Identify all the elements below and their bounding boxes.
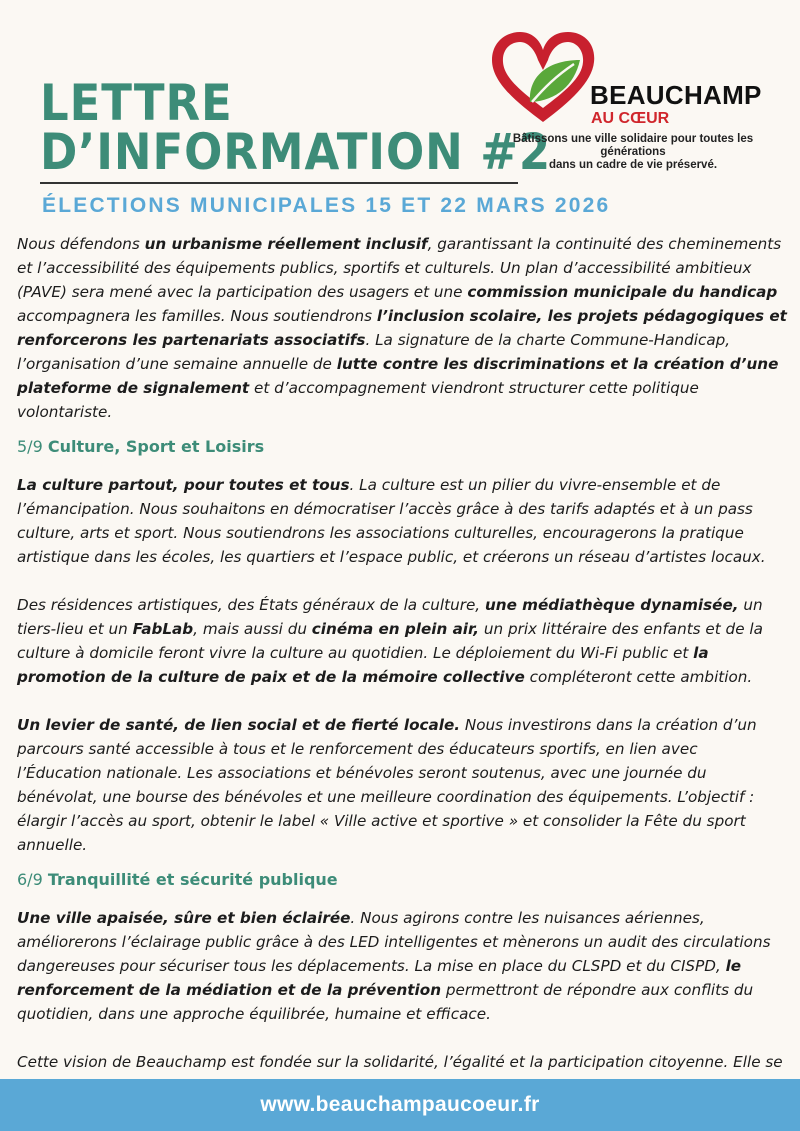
paragraph-sport [17,713,787,857]
emphasis: l’inclusion scolaire, les projets pédagogiques et renforcerons les partenariats associatifs [17,307,787,349]
text: et d’accompagnement viendront structurer cette politique volontariste. [17,379,699,421]
election-subtitle: ÉLECTIONS MUNICIPALES 15 ET 22 MARS 2026 [42,194,611,217]
emphasis: Une ville apaisée, sûre et bien éclairée [17,909,351,927]
section-title: Culture, Sport et Loisirs [47,437,265,456]
emphasis: un urbanisme réellement inclusif [144,235,428,253]
paragraph-culture-projects [17,593,787,689]
letter-content [17,232,787,1098]
emphasis: une médiathèque dynamisée, [484,596,739,614]
logo-brand-name: BEAUCHAMP [590,80,762,110]
footer-bar [0,1079,800,1131]
section-heading-security [17,867,787,893]
text: . La signature de la charte Commune-Handicap, l’organisation d’une semaine annuelle de [17,331,731,373]
emphasis: Un levier de santé, de lien social et de fierté locale. [17,716,461,734]
text: . La culture est un pilier du vivre-ensemble et de l’émancipation. Nous souhaitons en démocratiser l’accès grâce à des tarifs adaptés et à un pass culture, arts et sport. Nous soutiendrons les associations culturelles, encouragerons la pratique artistique dans les écoles, les quartiers et l’espace public, et créerons un réseau d’artistes locaux. [17,476,766,566]
text: compléteront cette ambition. [524,668,753,686]
heart-leaf-icon [488,30,598,130]
emphasis: lutte contre les discriminations et la création d’une plateforme de signalement [17,355,779,397]
emphasis: la promotion de la culture de paix et de la mémoire collective [17,644,709,686]
text: Des résidences artistiques, des États généraux de la culture, [17,596,485,614]
paragraph-security [17,906,787,1026]
text: un tiers-lieu et un [17,596,763,638]
text: Cette vision de Beauchamp est fondée sur la solidarité, l’égalité et la participation citoyenne. Elle se [17,1053,783,1071]
text: , garantissant la continuité des cheminements et l’accessibilité des équipements publics, sportifs et culturels. Un plan d’accessibilité ambitieux (PAVE) sera mené avec la participation des usagers et une [17,235,782,301]
text: accompagnera les familles. Nous soutiendrons [17,307,377,325]
emphasis: La culture partout, pour toutes et tous [17,476,350,494]
section-title: Tranquillité et sécurité publique [47,870,338,889]
paragraph-culture [17,473,787,569]
tagline-line-2: dans un cadre de vie préservé. [548,159,718,171]
emphasis: commission municipale du handicap [467,283,778,301]
section-number: 5/9 [17,437,48,456]
emphasis: le renforcement de la médiation et de la prévention [17,957,742,999]
title-divider [40,182,518,184]
tagline-line-1: Bâtissons une ville solidaire pour toutes les générations [512,133,754,158]
beauchamp-logo [488,30,778,170]
emphasis: FabLab [132,620,194,638]
text: un prix littéraire des enfants et de la culture à domicile feront vivre la culture au quotidien. Le déploiement du Wi-Fi public et [17,620,763,662]
title-line-2: D’INFORMATION #2 [40,123,552,181]
emphasis: cinéma en plein air, [311,620,480,638]
title-line-1: LETTRE [40,74,233,132]
logo-brand-sub: AU CŒUR [591,110,670,127]
website-link[interactable]: www.beauchampaucoeur.fr [260,1093,540,1116]
text: Nous défendons [17,235,145,253]
text: , mais aussi du [193,620,312,638]
text: . Nous agirons contre les nuisances aériennes, améliorerons l’éclairage public grâce à des LED intelligentes et mènerons un audit des circulations dangereuses pour sécuriser tous les déplacements. La mise en place du CLSPD et du CISPD, [17,909,771,975]
text: Nous investirons dans la création d’un parcours santé accessible à tous et le renforcement des éducateurs sportifs, en lien avec l’Éducation nationale. Les associations et bénévoles seront soutenus, avec une journée du bénévolat, une bourse des bénévoles et une meilleure coordination des équipements. L’objectif : élargir l’accès au sport, obtenir le label « Ville active et sportive » et consolider la Fête du sport annuelle. [17,716,757,854]
section-heading-culture [17,434,787,460]
section-number: 6/9 [17,870,48,889]
text: permettront de répondre aux conflits du quotidien, dans une approche équilibrée, humaine et efficace. [17,981,754,1023]
paragraph-inclusion [17,232,787,424]
logo-tagline [488,133,778,172]
